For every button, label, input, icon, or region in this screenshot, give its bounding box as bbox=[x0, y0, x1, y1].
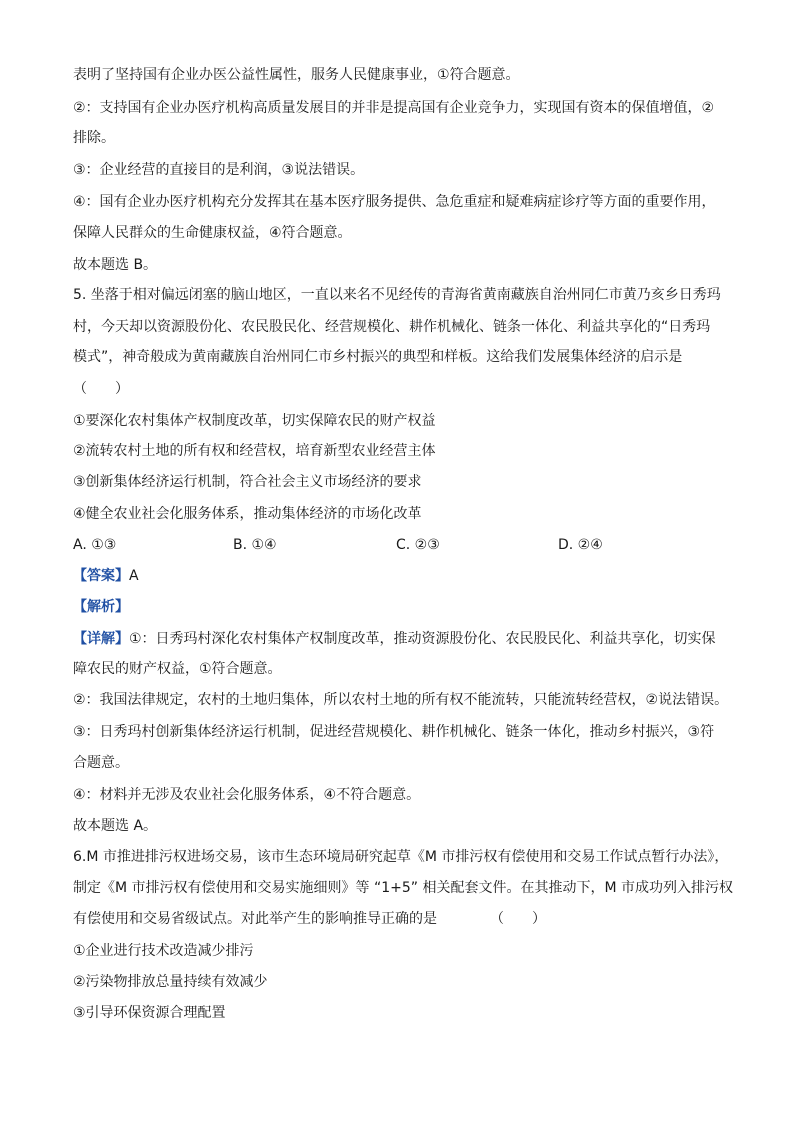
q5-stem-line-3: 模式”，神奇般成为黄南藏族自治州同仁市乡村振兴的典型和样板。这给我们发展集体经济的启示是 bbox=[73, 349, 683, 365]
analysis-line-5: ④：国有企业办医疗机构充分发挥其在基本医疗服务提供、急危重症和疑难病症诊疗等方面的重要作用， bbox=[73, 194, 716, 210]
q5-detail-line-1 bbox=[73, 630, 716, 648]
q5-detail-line-5: 合题意。 bbox=[73, 755, 129, 771]
answer-tag: 【答案】 bbox=[73, 568, 129, 584]
q5-analysis-heading bbox=[73, 598, 129, 616]
detail-tag: 【详解】 bbox=[73, 631, 129, 647]
q5-statement-1: ①要深化农村集体产权制度改革，切实保障农民的财产权益 bbox=[73, 413, 436, 429]
q5-option-c: C. ②③ bbox=[396, 537, 440, 553]
q5-detail-line-6: ④：材料并无涉及农业社会化服务体系，④不符合题意。 bbox=[73, 787, 421, 803]
q5-statement-4: ④健全农业社会化服务体系，推动集体经济的市场化改革 bbox=[73, 506, 422, 522]
q5-detail-line-3: ②：我国法律规定，农村的土地归集体，所以农村土地的所有权不能流转，只能流转经营权，②说法错误。 bbox=[73, 692, 729, 708]
q6-statement-1: ①企业进行技术改造减少排污 bbox=[73, 943, 254, 959]
q5-statement-3: ③创新集体经济运行机制，符合社会主义市场经济的要求 bbox=[73, 474, 422, 490]
q6-statement-2: ②污染物排放总量持续有效减少 bbox=[73, 974, 268, 990]
analysis-line-6: 保障人民群众的生命健康权益，④符合题意。 bbox=[73, 225, 352, 241]
q6-answer-parentheses: （ ） bbox=[490, 911, 546, 927]
q6-statement-3: ③引导环保资源合理配置 bbox=[73, 1005, 226, 1021]
analysis-line-2: ②：支持国有企业办医疗机构高质量发展目的并非是提高国有企业竞争力，实现国有资本的保值增值，② bbox=[73, 100, 715, 116]
q5-stem-line-2: 村，今天却以资源股份化、农民股民化、经营规模化、耕作机械化、链条一体化、利益共享化的“日秀玛 bbox=[73, 319, 711, 335]
detail-text-1: ①：日秀玛村深化农村集体产权制度改革，推动资源股份化、农民股民化、利益共享化，切实保 bbox=[129, 631, 716, 647]
analysis-line-1: 表明了坚持国有企业办医公益性属性，服务人民健康事业，①符合题意。 bbox=[73, 67, 520, 83]
analysis-line-3: 排除。 bbox=[73, 130, 115, 146]
answer-value: A bbox=[129, 568, 139, 584]
q5-option-b: B. ①④ bbox=[233, 537, 277, 553]
analysis-line-4: ③：企业经营的直接目的是利润，③说法错误。 bbox=[73, 162, 365, 178]
q6-stem-line-3: 有偿使用和交易省级试点。对此举产生的影响推导正确的是 bbox=[73, 911, 437, 927]
q5-answer-line bbox=[73, 567, 139, 585]
q5-option-d: D. ②④ bbox=[558, 537, 603, 553]
analysis-conclusion: 故本题选 B。 bbox=[73, 257, 158, 273]
q5-detail-line-2: 障农民的财产权益，①符合题意。 bbox=[73, 661, 282, 677]
q6-stem-line-1: 6.M 市推进排污权进场交易，该市生态环境局研究起草《M 市排污权有偿使用和交易工作试点暂行办法》， bbox=[73, 849, 729, 865]
q5-stem-line-1: 5. 坐落于相对偏远闭塞的脑山地区，一直以来名不见经传的青海省黄南藏族自治州同仁市黄乃亥乡日秀玛 bbox=[73, 287, 721, 303]
q5-statement-2: ②流转农村土地的所有权和经营权，培育新型农业经营主体 bbox=[73, 443, 436, 459]
q5-conclusion: 故本题选 A。 bbox=[73, 818, 158, 834]
q6-stem-line-2: 制定《M 市排污权有偿使用和交易实施细则》等 “1+5” 相关配套文件。在其推动下，M 市成功列入排污权 bbox=[73, 880, 734, 896]
q5-option-a: A. ①③ bbox=[73, 537, 117, 553]
q5-answer-parentheses: （ ） bbox=[73, 381, 129, 397]
q5-detail-line-4: ③：日秀玛村创新集体经济运行机制，促进经营规模化、耕作机械化、链条一体化，推动乡村振兴，③符 bbox=[73, 724, 715, 740]
analysis-tag: 【解析】 bbox=[73, 599, 129, 615]
